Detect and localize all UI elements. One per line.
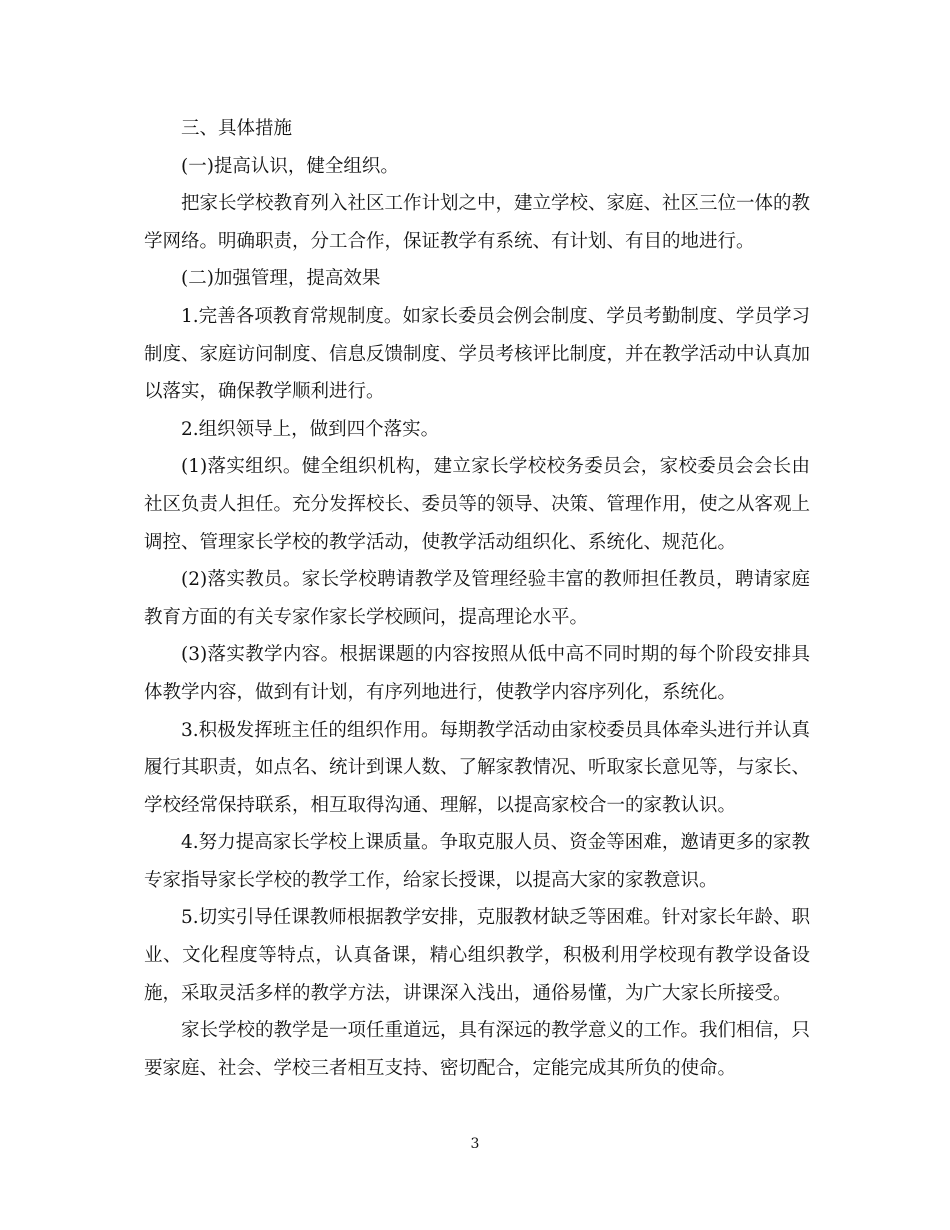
- document-body: [144, 110, 810, 1087]
- list-item-1: 1.完善各项教育常规制度。如家长委员会例会制度、学员考勤制度、学员学习制度、家庭访问制度、信息反馈制度、学员考核评比制度，并在教学活动中认真加以落实，确保教学顺利进行。: [144, 305, 811, 403]
- list-item-5: 5.切实引导任课教师根据教学安排，克服教材缺乏等困难。针对家长年龄、职业、文化程度等特点，认真备课，精心组织教学，积极利用学校现有教学设备设施，采取灵活多样的教学方法，讲课深入浅出，通俗易懂，为广大家长所接受。: [144, 907, 810, 1004]
- sub-item-3: (3)落实教学内容。根据课题的内容按照从低中高不同时期的每个阶段安排具体教学内容，做到有计划，有序列地进行，使教学内容序列化，系统化。: [144, 644, 810, 703]
- list-item-2: 2.组织领导上，做到四个落实。: [181, 418, 440, 440]
- section-heading: 三、具体措施: [181, 118, 293, 139]
- subsection-heading-1: (一)提高认识，健全组织。: [181, 155, 399, 177]
- page-number: 3: [470, 1136, 480, 1152]
- paragraph: 把家长学校教育列入社区工作计划之中，建立学校、家庭、社区三位一体的教学网络。明确职责，分工合作，保证教学有系统、有计划、有目的地进行。: [144, 193, 811, 252]
- sub-item-1: (1)落实组织。健全组织机构，建立家长学校校务委员会，家校委员会会长由社区负责人担任。充分发挥校长、委员等的领导、决策、管理作用，使之从客观上调控、管理家长学校的教学活动，使教学活动组织化、系统化、规范化。: [144, 456, 811, 553]
- subsection-heading-2: (二)加强管理，提高效果: [181, 268, 381, 290]
- list-item-4: 4.努力提高家长学校上课质量。争取克服人员、资金等困难，邀请更多的家教专家指导家长学校的教学工作，给家长授课，以提高大家的家教意识。: [144, 832, 810, 891]
- list-item-3: 3.积极发挥班主任的组织作用。每期教学活动由家校委员具体牵头进行并认真履行其职责，如点名、统计到课人数、了解家教情况、听取家长意见等，与家长、学校经常保持联系，相互取得沟通、理解，以提高家校合一的家教认识。: [144, 719, 811, 816]
- sub-item-2: (2)落实教员。家长学校聘请教学及管理经验丰富的教师担任教员，聘请家庭教育方面的有关专家作家长学校顾问，提高理论水平。: [144, 569, 810, 628]
- closing-paragraph: 家长学校的教学是一项任重道远，具有深远的教学意义的工作。我们相信，只要家庭、社会、学校三者相互支持、密切配合，定能完成其所负的使命。: [144, 1020, 811, 1079]
